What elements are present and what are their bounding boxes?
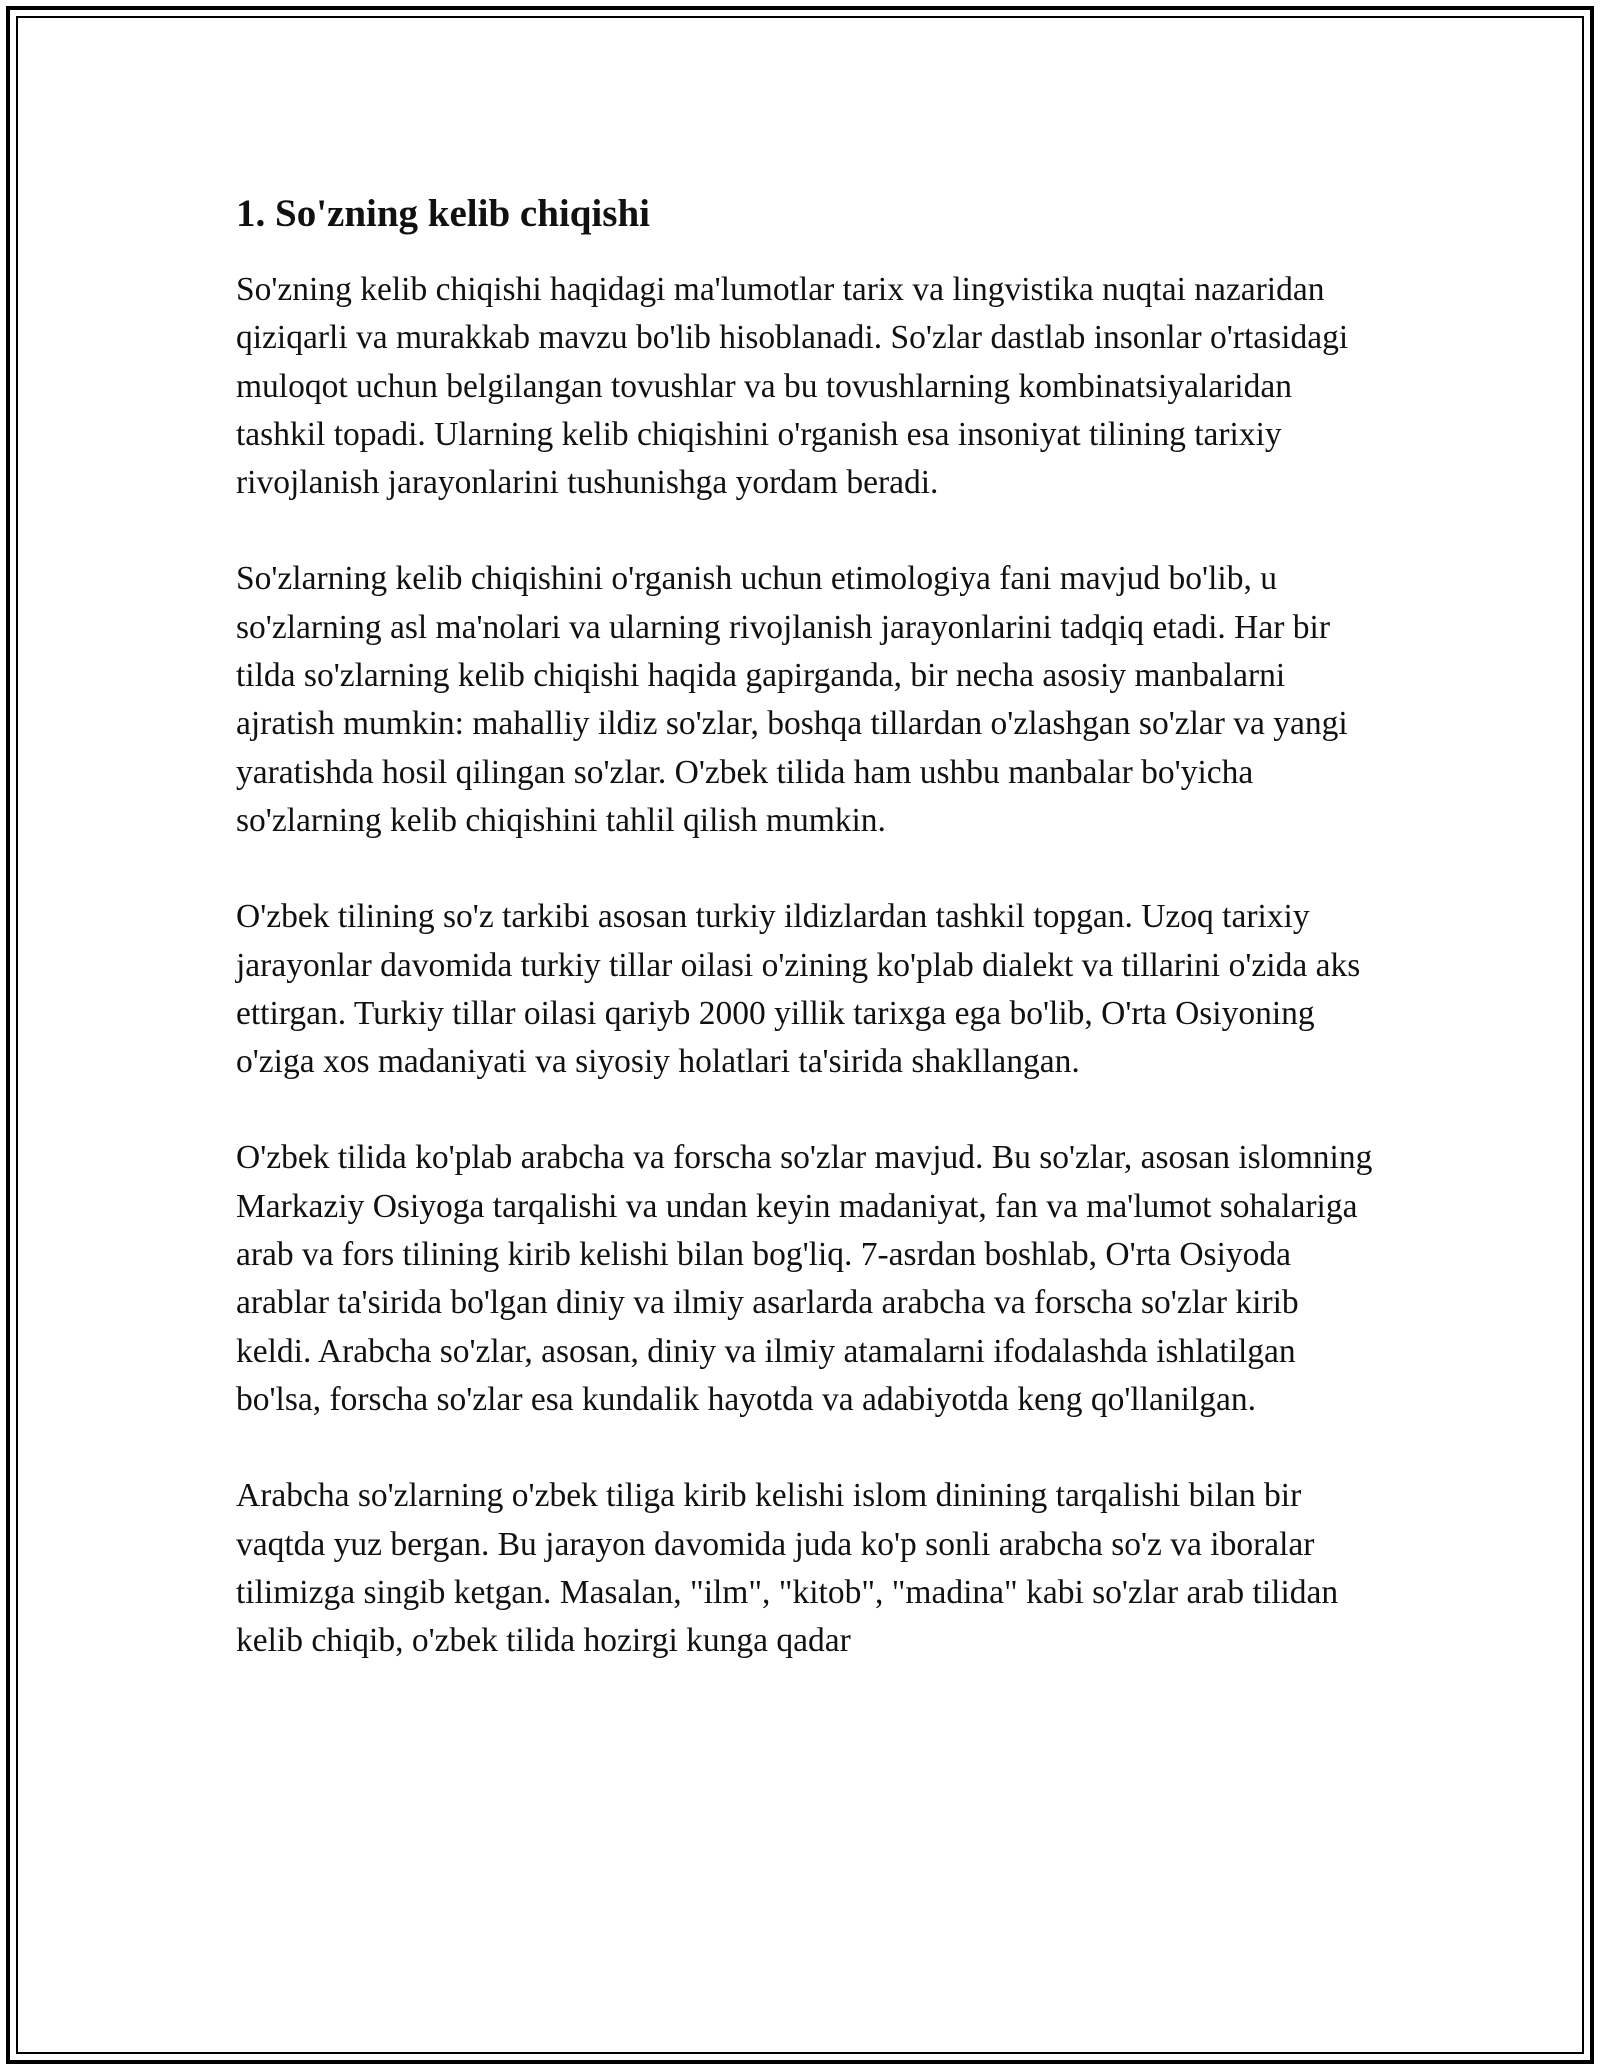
- document-body: [236, 186, 1376, 1713]
- paragraph-3: O'zbek tilining so'z tarkibi asosan turkiy ildizlardan tashkil topgan. Uzoq tarixiy jarayonlar davomida turkiy tillar oilasi o'zining ko'plab dialekt va tillarini o'zida aks ettirgan. Turkiy tillar oilasi qariyb 2000 yillik tarixga ega bo'lib, O'rta Osiyoning o'ziga xos madaniyati va siyosiy holatlari ta'sirida shakllangan.: [236, 898, 1361, 1081]
- section-heading: 1. So'zning kelib chiqishi: [236, 192, 650, 235]
- paragraph-1: So'zning kelib chiqishi haqidagi ma'lumotlar tarix va lingvistika nuqtai nazaridan qiziqarli va murakkab mavzu bo'lib hisoblanadi. So'zlar dastlab insonlar o'rtasidagi muloqot uchun belgilangan tovushlar va bu tovushlarning kombinatsiyalaridan tashkil topadi. Ularning kelib chiqishini o'rganish esa insoniyat tilining tarixiy rivojlanish jarayonlarini tushunishga yordam beradi.: [236, 271, 1349, 502]
- paragraph-5: Arabcha so'zlarning o'zbek tiliga kirib kelishi islom dinining tarqalishi bilan bir vaqtda yuz bergan. Bu jarayon davomida juda ko'p sonli arabcha so'z va iboralar tilimizga singib ketgan. Masalan, "ilm", "kitob", "madina" kabi so'zlar arab tilidan kelib chiqib, o'zbek tilida hozirgi kunga qadar: [236, 1477, 1339, 1660]
- paragraph-4: O'zbek tilida ko'plab arabcha va forscha so'zlar mavjud. Bu so'zlar, asosan islomning Markaziy Osiyoga tarqalishi va undan keyin madaniyat, fan va ma'lumot sohalariga arab va fors tilining kirib kelishi bilan bog'liq. 7-asrdan boshlab, O'rta Osiyoda arablar ta'sirida bo'lgan diniy va ilmiy asarlarda arabcha va forscha so'zlar kirib keldi. Arabcha so'zlar, asosan, diniy va ilmiy atamalarni ifodalashda ishlatilgan bo'lsa, forscha so'zlar esa kundalik hayotda va adabiyotda keng qo'llanilgan.: [236, 1139, 1373, 1418]
- paragraph-2: So'zlarning kelib chiqishini o'rganish uchun etimologiya fani mavjud bo'lib, u so'zlarning asl ma'nolari va ularning rivojlanish jarayonlarini tadqiq etadi. Har bir tilda so'zlarning kelib chiqishi haqida gapirganda, bir necha asosiy manbalarni ajratish mumkin: mahalliy ildiz so'zlar, boshqa tillardan o'zlashgan so'zlar va yangi yaratishda hosil qilingan so'zlar. O'zbek tilida ham ushbu manbalar bo'yicha so'zlarning kelib chiqishini tahlil qilish mumkin.: [236, 560, 1348, 839]
